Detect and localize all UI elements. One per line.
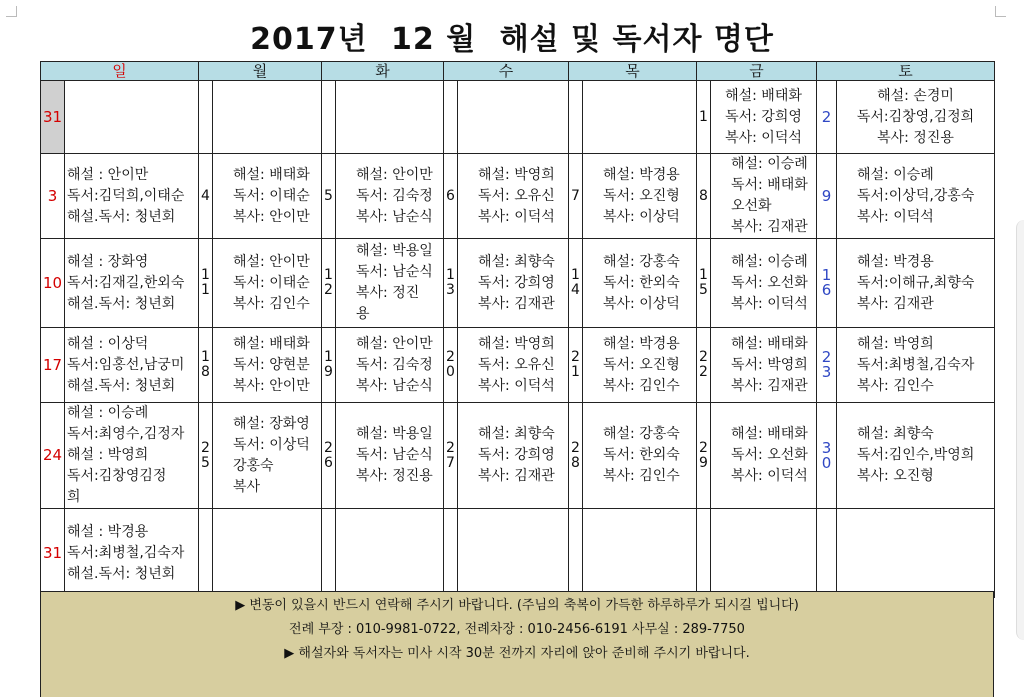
day-assignments [711,328,817,403]
day-number: 14 [569,239,583,328]
day-number [444,81,458,154]
day-number: 1 [697,81,711,154]
day-number: 29 [697,403,711,509]
day-assignments [583,509,697,598]
assignment-line: 해설.독서: 청년회 [67,208,176,225]
assignment-line: 독서:이상덕,강홍숙 [857,187,975,204]
assignment-line: 해설 : 장화영 [67,253,149,270]
assignment-line: 복사: 정진 [356,285,420,301]
day-assignments [458,81,569,154]
assignment-line: 희 [67,489,81,505]
day-number: 10 [41,239,65,328]
assignment-line: 독서: 배태화 [731,177,808,193]
assignment-line: 해설: 안이만 [356,335,433,352]
day-assignments [458,154,569,239]
day-assignments [458,239,569,328]
title-text: 해설 및 독서자 명단 [499,22,774,57]
week-row [41,81,995,154]
assignment-line: 복사: 김재관 [857,295,934,312]
day-number: 17 [41,328,65,403]
day-assignments [711,154,817,239]
assignment-line: 해설: 박경용 [857,253,934,270]
assignment-line: 복사: 안이만 [233,208,310,225]
day-assignments [458,328,569,403]
assignment-line: 해설: 배태화 [233,166,310,183]
day-number: 3 [41,154,65,239]
assignment-line: 독서: 박영희 [731,356,808,373]
day-number [569,81,583,154]
assignment-line: 독서: 김숙정 [356,187,433,204]
assignment-line: 해설 : 박경용 [67,523,149,540]
assignment-line: 해설: 안이만 [356,166,433,183]
assignment-line: 복사: 이덕석 [731,468,808,484]
day-number: 18 [199,328,213,403]
assignment-line: 독서: 이태순 [233,187,310,204]
day-number: 28 [569,403,583,509]
assignment-line: 독서: 이태순 [233,274,310,291]
day-number: 4 [199,154,213,239]
day-assignments [837,154,995,239]
assignment-line: 독서:김인수,박영희 [857,447,975,463]
assignment-line: 복사: 이상덕 [603,295,680,312]
assignment-line: 독서: 남순식 [356,447,433,463]
day-assignments [65,154,199,239]
assignment-line: 해설: 배태화 [233,335,310,352]
day-number: 23 [817,328,837,403]
header-thursday: 목 [569,62,697,81]
day-assignments [213,403,322,509]
assignment-line: 복사: 김인수 [857,377,934,394]
assignment-line: 독서: 강희영 [478,447,555,463]
day-assignments [213,328,322,403]
day-assignments [711,81,817,154]
assignment-line: 해설: 박경용 [603,166,680,183]
weekday-header-row [41,62,995,81]
day-number: 2 [817,81,837,154]
day-assignments [213,154,322,239]
day-number: 27 [444,403,458,509]
day-number [444,509,458,598]
assignment-line: 독서: 강희영 [478,274,555,291]
day-number: 5 [322,154,336,239]
assignment-line: 해설 : 박영희 [67,447,149,463]
assignment-line: 복사: 이덕석 [731,295,808,312]
assignment-line: 복사: 김재관 [731,219,808,235]
assignment-line: 해설: 박영희 [478,166,555,183]
assignment-line: 해설.독서: 청년회 [67,565,176,582]
assignment-line: 독서: 남순식 [356,264,433,280]
assignment-line: 독서: 강희영 [725,108,802,125]
day-assignments [65,81,199,154]
title-month: 12 월 [391,22,477,57]
day-number: 16 [817,239,837,328]
assignment-line: 해설: 최향숙 [857,426,934,442]
day-assignments [837,328,995,403]
day-assignments [65,509,199,598]
assignment-line: 복사: 정진용 [356,468,433,484]
title-year: 2017년 [250,22,368,57]
week-row [41,328,995,403]
assignment-line: 독서:김창영김정 [67,468,167,484]
day-number [199,81,213,154]
assignment-line: 독서: 오진형 [603,187,680,204]
contact-line: 전례 부장 : 010-9981-0722, 전례차장 : 010-2456-6191 사무실 : 289-7750 [289,622,745,637]
header-friday: 금 [697,62,817,81]
assignment-line: 복사: 이덕석 [725,129,802,146]
assignment-line: 해설 : 안이만 [67,166,149,183]
assignment-line: 해설: 배태화 [731,335,808,352]
assignment-line: 해설: 박경용 [603,335,680,352]
assignment-line: 독서: 오진형 [603,356,680,373]
assignment-line: 독서:김창영,김정희 [856,108,975,125]
day-number: 6 [444,154,458,239]
assignment-line: 복사: 김재관 [731,377,808,394]
assignment-line: 복사: 이덕석 [857,208,934,225]
assignment-line: 복사: 김재관 [478,295,555,312]
notice-line: ▶ 변동이 있을시 반드시 연락해 주시기 바랍니다. (주님의 축복이 가득한 하루하루가 되시길 빕니다) [235,598,799,613]
assignment-line: 독서:김덕희,이태순 [67,187,185,204]
assignment-line: 독서:최병철,김숙자 [67,544,185,561]
day-number: 30 [817,403,837,509]
assignment-line: 복사: 김인수 [603,377,680,394]
day-number [322,81,336,154]
day-number: 22 [697,328,711,403]
week-row [41,239,995,328]
day-assignments [583,328,697,403]
day-number: 7 [569,154,583,239]
day-assignments [711,509,817,598]
assignment-line: 오선화 [731,198,772,214]
day-number: 26 [322,403,336,509]
day-number: 24 [41,403,65,509]
assignment-line: 해설: 박용일 [356,243,433,259]
day-assignments [336,328,444,403]
assignment-line: 독서:김재길,한외숙 [67,274,185,291]
header-monday: 월 [199,62,322,81]
week-row [41,403,995,509]
day-assignments [837,239,995,328]
day-assignments [711,403,817,509]
assignment-line: 복사: 이덕석 [478,208,555,225]
assignment-line: 복사: 김재관 [478,468,555,484]
assignment-line: 독서:임홍선,남궁미 [67,356,185,373]
assignment-line: 해설: 손경미 [877,87,954,104]
assignment-line: 해설: 이승례 [731,156,808,172]
day-number: 25 [199,403,213,509]
assignment-line: 복사: 정진용 [877,129,954,146]
day-assignments [458,403,569,509]
week-row [41,509,995,598]
assignment-line: 용 [356,306,370,322]
assignment-line: 복사: 남순식 [356,377,433,394]
day-number: 15 [697,239,711,328]
assignment-line: 독서:이해규,최향숙 [857,274,975,291]
assignment-line: 해설: 강홍숙 [603,426,680,442]
assignment-line: 독서: 김숙정 [356,356,433,373]
assignment-line: 해설: 장화영 [233,415,310,432]
assignment-line: 해설 : 이상덕 [67,335,149,352]
assignment-line: 복사: 이상덕 [603,208,680,225]
day-number: 11 [199,239,213,328]
day-number: 8 [697,154,711,239]
assignment-line: 독서: 한외숙 [603,447,680,463]
day-assignments [336,403,444,509]
scrollbar-handle[interactable] [1016,220,1024,640]
week-row [41,154,995,239]
notice-line: ▶ 해설자와 독서자는 미사 시작 30분 전까지 자리에 앉아 준비해 주시기 바랍니다. [284,646,750,661]
day-number [199,509,213,598]
header-wednesday: 수 [444,62,569,81]
notice-footer [40,591,994,697]
assignment-line: 해설: 박용일 [356,426,433,442]
day-assignments [583,403,697,509]
assignment-line: 복사: 남순식 [356,208,433,225]
day-number [817,509,837,598]
day-assignments [65,239,199,328]
day-number: 19 [322,328,336,403]
header-saturday: 토 [817,62,995,81]
assignment-line: 해설: 배태화 [725,87,802,104]
day-assignments [837,81,995,154]
day-assignments [213,81,322,154]
assignment-line: 복사: 안이만 [233,377,310,394]
day-assignments [213,509,322,598]
assignment-line: 해설: 박영희 [478,335,555,352]
day-assignments [583,81,697,154]
assignment-line: 독서:최영수,김정자 [67,426,185,442]
day-number: 13 [444,239,458,328]
assignment-line: 해설: 최향숙 [478,253,555,270]
day-assignments [65,328,199,403]
assignment-line: 해설: 최향숙 [478,426,555,442]
day-number: 21 [569,328,583,403]
assignment-line: 복사 [233,478,261,495]
assignment-line: 해설 : 이승례 [67,405,149,421]
day-number: 9 [817,154,837,239]
assignment-line: 복사: 이덕석 [478,377,555,394]
day-assignments [336,509,444,598]
day-assignments [583,154,697,239]
day-number [569,509,583,598]
header-sunday: 일 [41,62,199,81]
assignment-line: 해설: 안이만 [233,253,310,270]
assignment-line: 복사: 김인수 [233,295,310,312]
assignment-line: 독서: 오유신 [478,187,555,204]
day-assignments [336,81,444,154]
day-assignments [837,403,995,509]
day-assignments [336,154,444,239]
day-assignments [837,509,995,598]
assignment-line: 해설.독서: 청년회 [67,295,176,312]
day-assignments [213,239,322,328]
assignment-line: 강홍숙 [233,457,274,474]
assignment-line: 독서: 오선화 [731,274,808,291]
assignment-line: 독서: 한외숙 [603,274,680,291]
assignment-line: 해설: 배태화 [731,426,808,442]
assignment-line: 해설: 이승례 [857,166,934,183]
page-title [0,14,1024,58]
assignment-line: 독서: 오유신 [478,356,555,373]
assignment-line: 복사: 오진형 [857,468,934,484]
assignment-line: 해설: 박영희 [857,335,934,352]
assignment-line: 해설: 강홍숙 [603,253,680,270]
day-assignments [711,239,817,328]
week-number: 31 [41,81,65,154]
assignment-line: 독서:최병철,김숙자 [857,356,975,373]
assignment-line: 복사: 김인수 [603,468,680,484]
day-number: 20 [444,328,458,403]
day-assignments [65,403,199,509]
assignment-line: 해설: 이승례 [731,253,808,270]
day-number [697,509,711,598]
day-number [322,509,336,598]
assignment-line: 독서: 이상덕 [233,436,310,453]
day-number: 31 [41,509,65,598]
day-assignments [583,239,697,328]
day-assignments [458,509,569,598]
header-tuesday: 화 [322,62,444,81]
day-assignments [336,239,444,328]
assignment-line: 독서: 양현분 [233,356,310,373]
assignment-line: 독서: 오선화 [731,447,808,463]
assignment-line: 해설.독서: 청년회 [67,377,176,394]
schedule-calendar [40,61,995,598]
day-number: 12 [322,239,336,328]
